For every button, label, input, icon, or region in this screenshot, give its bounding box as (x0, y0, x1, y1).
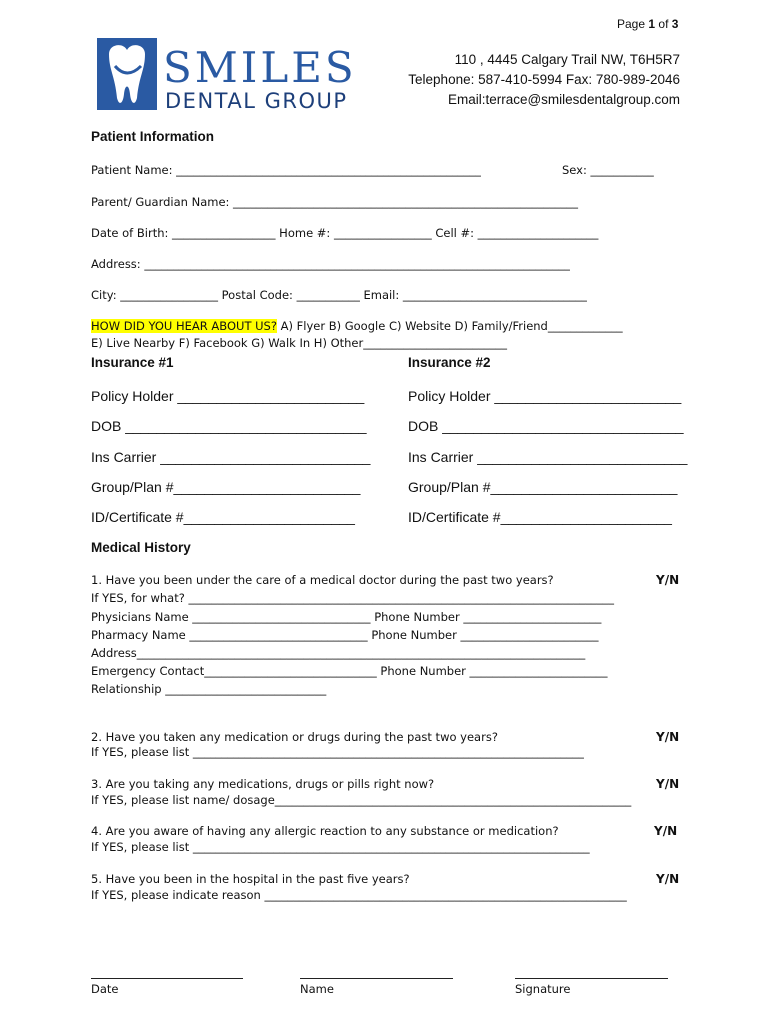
clinic-email: Email:terrace@smilesdentalgroup.com (447, 92, 680, 107)
patient-info-heading: Patient Information (91, 129, 215, 144)
question-2-yn[interactable]: Y/N (656, 730, 680, 744)
question-4-yn[interactable]: Y/N (654, 824, 678, 838)
ins2-carrier[interactable]: Ins Carrier ___________________________ (408, 449, 688, 465)
date-label: Date (91, 982, 119, 996)
guardian-name-field[interactable]: Parent/ Guardian Name: ____________________________________________________________ (91, 195, 579, 209)
logo-word: SMILES (163, 43, 357, 92)
dob-phone-field[interactable]: Date of Birth: __________________ Home #: _________________ Cell #: _____________________ (91, 226, 599, 240)
question-4: 4. Are you aware of having any allergic reaction to any substance or medication? (91, 824, 559, 838)
question-5-yn[interactable]: Y/N (656, 872, 680, 886)
ins2-policy-holder[interactable]: Policy Holder ________________________ (408, 388, 682, 404)
page-label: Page (617, 17, 646, 31)
question-5: 5. Have you been in the hospital in the past five years? (91, 872, 410, 886)
patient-name-field[interactable]: Patient Name: _____________________________________________________ (91, 163, 481, 177)
question-2: 2. Have you taken any medication or drugs during the past two years? (91, 730, 498, 744)
city-postal-email-field[interactable]: City: _________________ Postal Code: ___________ Email: ________________________________ (91, 288, 587, 302)
physician-field[interactable]: Physicians Name _______________________________ Phone Number ________________________ (91, 610, 602, 624)
question-3: 3. Are you taking any medications, drugs or pills right now? (91, 777, 435, 791)
q3-list-field[interactable]: If YES, please list name/ dosage______________________________________________________________ (91, 793, 632, 807)
medical-address-field[interactable]: Address______________________________________________________________________________ (91, 646, 586, 660)
ins1-dob[interactable]: DOB _______________________________ (91, 418, 367, 434)
question-1-yn[interactable]: Y/N (656, 573, 680, 587)
page-number (617, 17, 678, 31)
referral-line-1[interactable] (91, 319, 623, 333)
sex-field[interactable]: Sex: ___________ (562, 163, 654, 177)
referral-question: HOW DID YOU HEAR ABOUT US? (91, 319, 277, 333)
clinic-logo (95, 36, 370, 114)
pharmacy-field[interactable]: Pharmacy Name _______________________________ Phone Number ________________________ (91, 628, 599, 642)
page-total: 3 (671, 17, 679, 31)
question-3-yn[interactable]: Y/N (656, 777, 680, 791)
signature-line[interactable] (515, 978, 668, 979)
ins2-group-plan[interactable]: Group/Plan #________________________ (408, 479, 678, 495)
ins2-dob[interactable]: DOB _______________________________ (408, 418, 684, 434)
signature-label: Signature (515, 982, 571, 996)
referral-options-1: A) Flyer B) Google C) Website D) Family/Friend_____________ (276, 319, 623, 333)
q1-for-what-field[interactable]: If YES, for what? __________________________________________________________________________ (91, 591, 614, 605)
insurance-1-heading: Insurance #1 (91, 355, 174, 370)
address-field[interactable]: Address: __________________________________________________________________________ (91, 257, 570, 271)
q2-list-field[interactable]: If YES, please list ____________________________________________________________________ (91, 745, 584, 759)
relationship-field[interactable]: Relationship ____________________________ (91, 682, 327, 696)
ins1-group-plan[interactable]: Group/Plan #________________________ (91, 479, 361, 495)
question-1: 1. Have you been under the care of a medical doctor during the past two years? (91, 573, 554, 587)
q5-reason-field[interactable]: If YES, please indicate reason _______________________________________________________________ (91, 888, 627, 902)
emergency-contact-field[interactable]: Emergency Contact______________________________ Phone Number ________________________ (91, 664, 608, 678)
ins1-carrier[interactable]: Ins Carrier ___________________________ (91, 449, 371, 465)
name-line[interactable] (300, 978, 453, 979)
page-of: of (658, 17, 669, 31)
ins1-policy-holder[interactable]: Policy Holder ________________________ (91, 388, 365, 404)
clinic-address: 110 , 4445 Calgary Trail NW, T6H5R7 (454, 52, 680, 67)
ins2-id-certificate[interactable]: ID/Certificate #______________________ (408, 509, 672, 525)
insurance-2-heading: Insurance #2 (408, 355, 491, 370)
clinic-phone: Telephone: 587-410-5994 Fax: 780-989-2046 (408, 72, 680, 87)
name-label: Name (300, 982, 334, 996)
tooth-logo-icon (95, 36, 370, 114)
medical-history-heading: Medical History (91, 540, 191, 555)
logo-subtitle: DENTAL GROUP (165, 89, 348, 113)
date-line[interactable] (91, 978, 243, 979)
page-current: 1 (648, 17, 656, 31)
ins1-id-certificate[interactable]: ID/Certificate #______________________ (91, 509, 355, 525)
referral-line-2[interactable]: E) Live Nearby F) Facebook G) Walk In H) Other_________________________ (91, 336, 507, 350)
q4-list-field[interactable]: If YES, please list _____________________________________________________________________ (91, 840, 590, 854)
